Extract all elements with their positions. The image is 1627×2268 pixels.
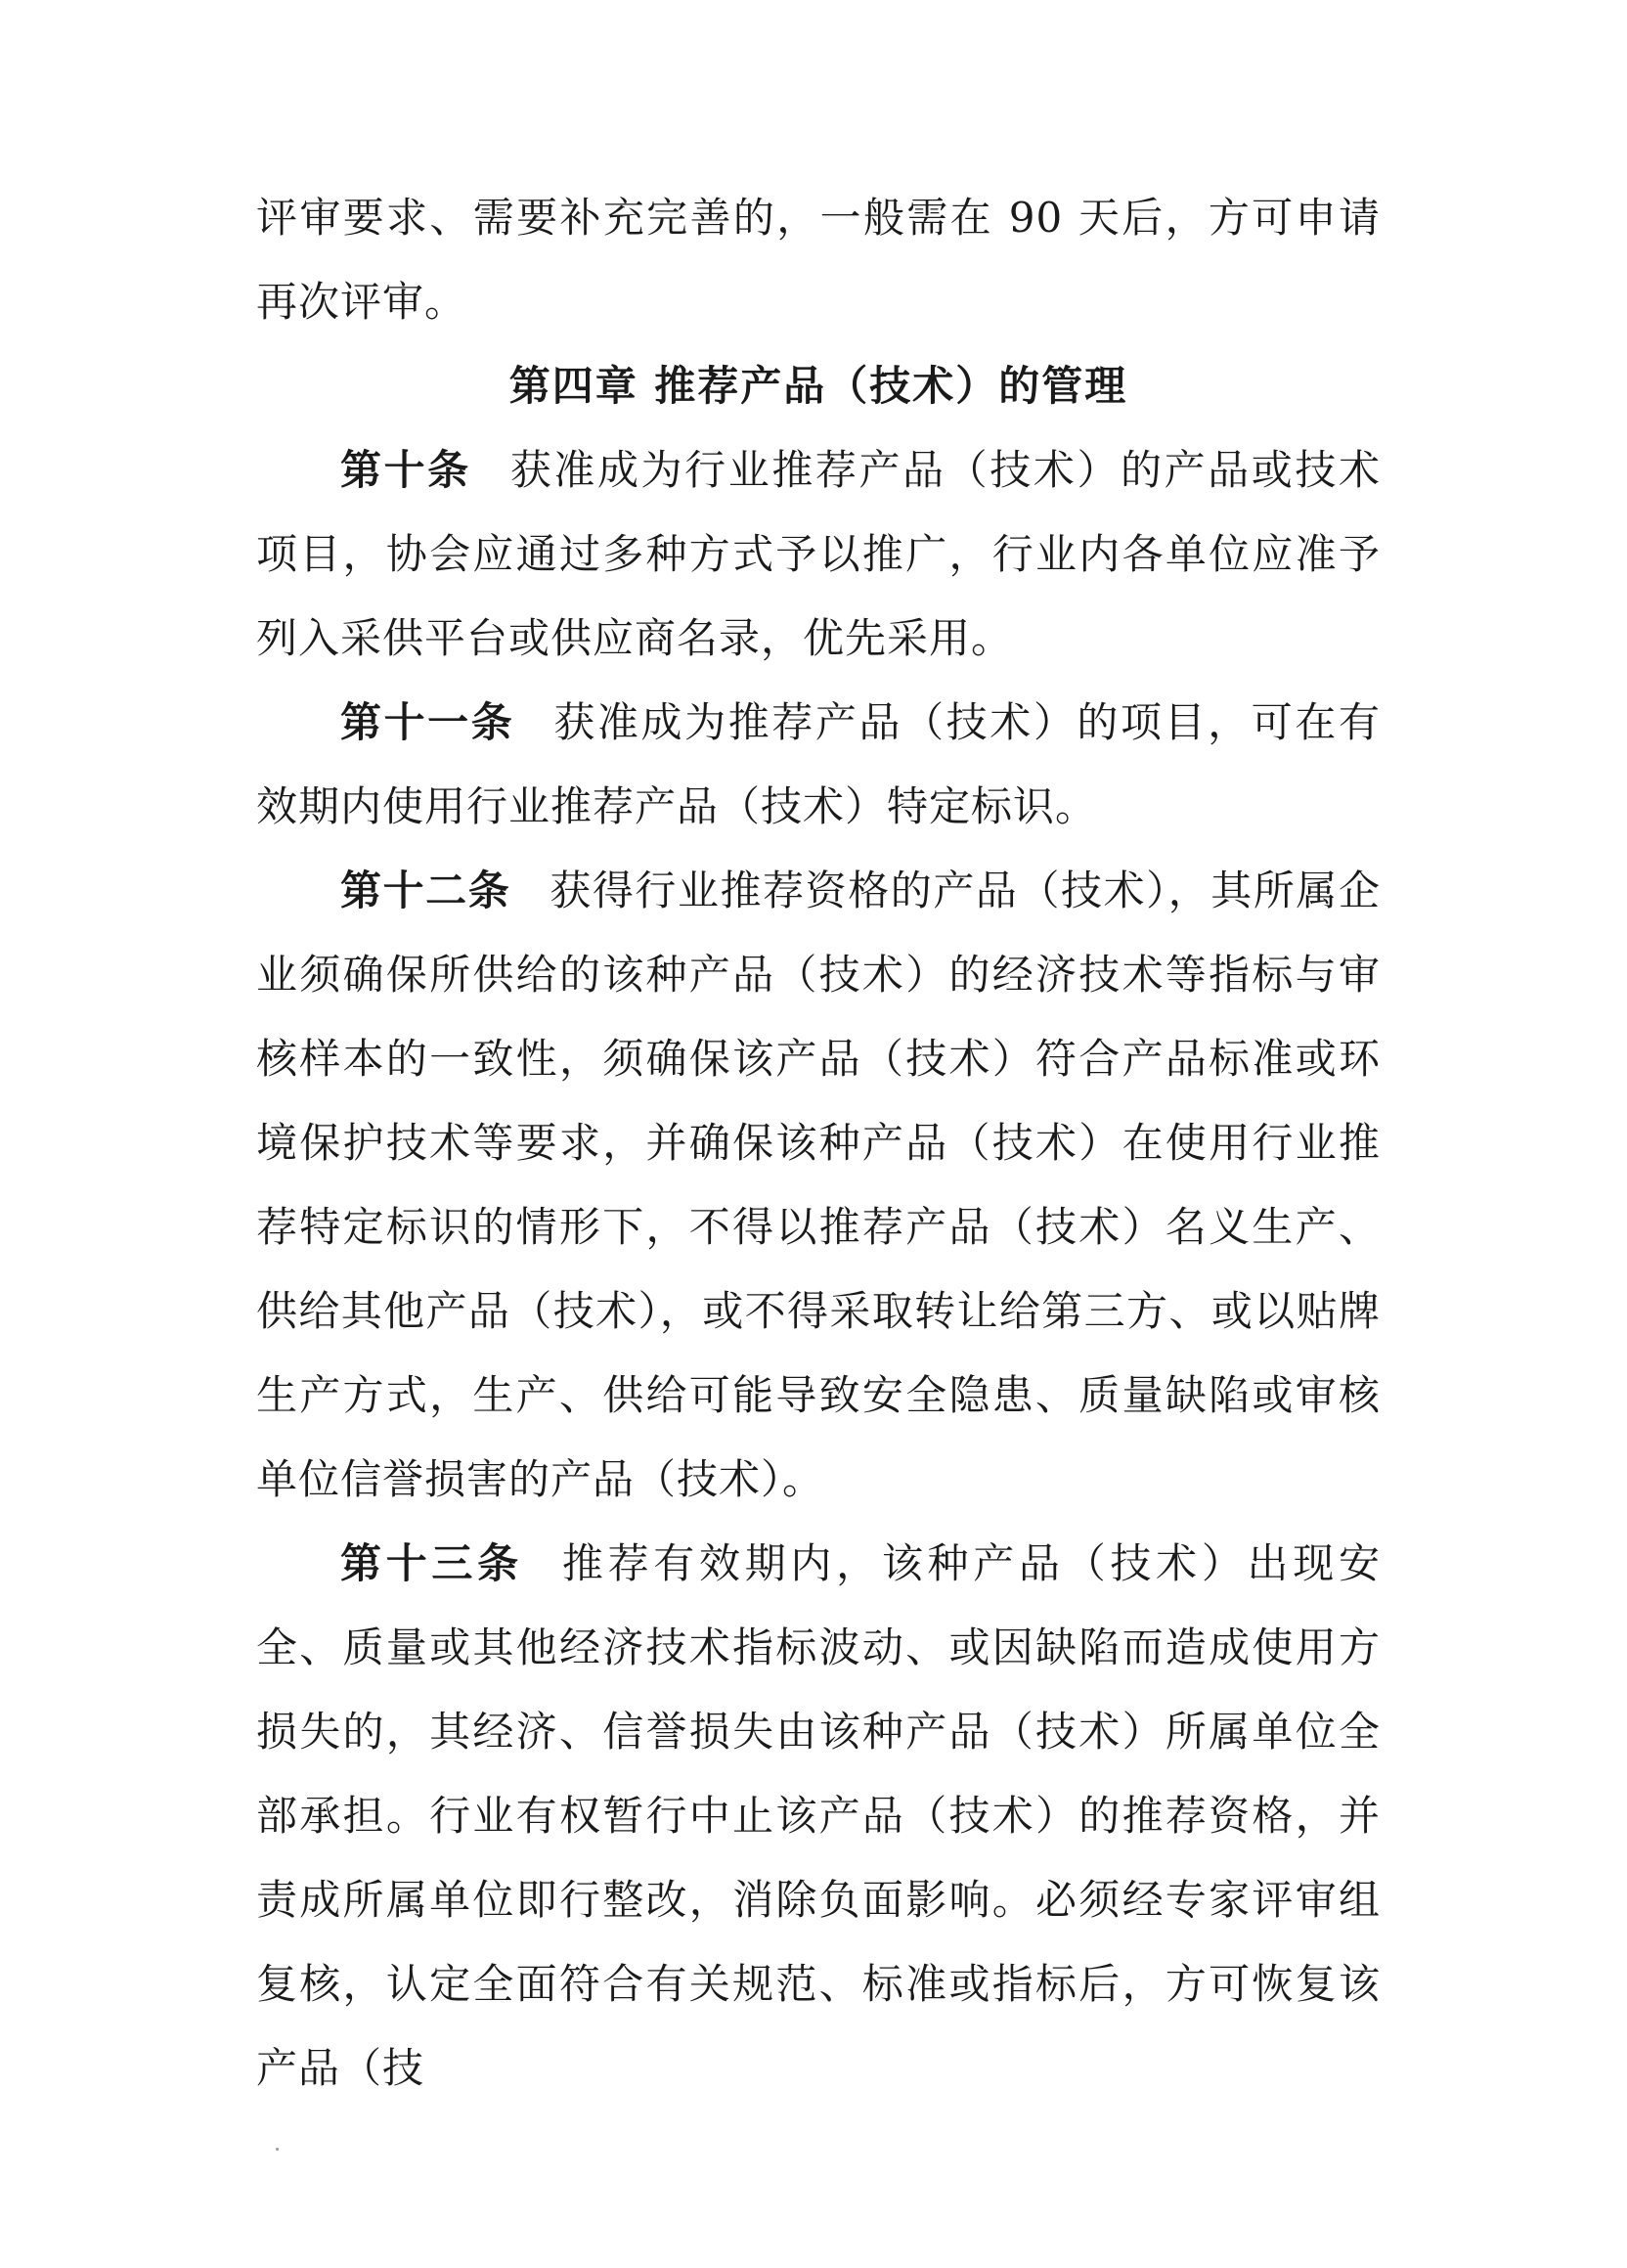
article-body: 获得行业推荐资格的产品（技术），其所属企业须确保所供给的该种产品（技术）的经济技术等指标与审核样本的一致性，须确保该产品（技术）符合产品标准或环境保护技术等要求，并确保该种产品（技术）在使用行业推荐特定标识的情形下，不得以推荐产品（技术）名义生产、供给其他产品（技术），或不得采取转让给第三方、或以贴牌生产方式，生产、供给可能导致安全隐患、质量缺陷或审核单位信誉损害的产品（技术）。 [256, 867, 1381, 1503]
chapter-heading: 第四章 推荐产品（技术）的管理 [508, 362, 1128, 410]
article-body: 获准成为行业推荐产品（技术）的产品或技术项目，协会应通过多种方式予以推广，行业内各单位应准予列入采供平台或供应商名录，优先采用。 [256, 446, 1381, 662]
article-title: 第十一条 [340, 698, 515, 746]
scan-speck [276, 2148, 279, 2151]
article-12 [256, 849, 1381, 1522]
articles-section [256, 428, 1381, 2111]
continuation-text: 评审要求、需要补充完善的，一般需在 90 天后，方可申请再次评审。 [256, 194, 1381, 326]
article-title: 第十条 [340, 446, 471, 494]
article-body: 推荐有效期内，该种产品（技术）出现安全、质量或其他经济技术指标波动、或因缺陷而造成使用方损失的，其经济、信誉损失由该种产品（技术）所属单位全部承担。行业有权暂行中止该产品（技术）的推荐资格，并责成所属单位即行整改，消除负面影响。必须经专家评审组复核，认定全面符合有关规范、标准或指标后，方可恢复该产品（技 [256, 1539, 1381, 2092]
article-10 [256, 428, 1381, 681]
article-body: 获准成为推荐产品（技术）的项目，可在有效期内使用行业推荐产品（技术）特定标识。 [256, 698, 1381, 830]
continuation-paragraph [256, 176, 1381, 344]
article-11 [256, 681, 1381, 849]
article-title: 第十三条 [340, 1539, 523, 1587]
article-13 [256, 1522, 1381, 2111]
article-title: 第十二条 [340, 867, 511, 914]
